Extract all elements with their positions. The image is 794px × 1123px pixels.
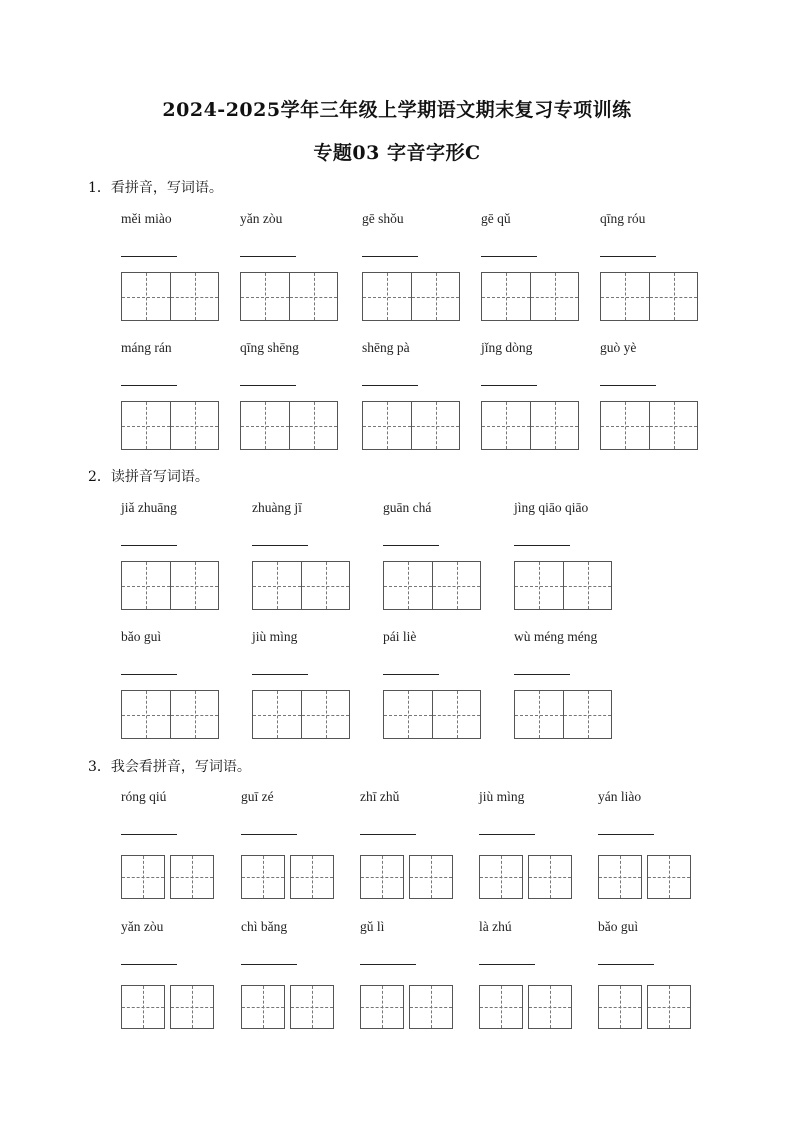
pinyin-label: zhuàng jī — [252, 500, 302, 515]
tianzige-grid — [121, 401, 219, 450]
guide-line-vertical — [436, 402, 437, 449]
guide-line-vertical — [143, 856, 144, 898]
answer-line[interactable] — [362, 385, 418, 386]
tianzige-cell[interactable] — [170, 691, 218, 738]
tianzige-cell[interactable] — [479, 985, 523, 1029]
answer-line[interactable] — [383, 674, 439, 675]
answer-line[interactable] — [600, 256, 656, 257]
tianzige-grid — [479, 985, 572, 1029]
tianzige-cell[interactable] — [122, 562, 170, 609]
guide-line-vertical — [312, 856, 313, 898]
answer-line[interactable] — [121, 674, 177, 675]
tianzige-cell[interactable] — [411, 402, 459, 449]
guide-line-vertical — [588, 562, 589, 609]
answer-line[interactable] — [121, 545, 177, 546]
pinyin-label: zhī zhǔ — [360, 789, 400, 804]
guide-line-vertical — [550, 856, 551, 898]
guide-line-vertical — [674, 402, 675, 449]
tianzige-grid — [121, 855, 214, 899]
guide-line-vertical — [625, 402, 626, 449]
guide-line-vertical — [195, 691, 196, 738]
tianzige-grid — [241, 985, 334, 1029]
guide-line-vertical — [146, 562, 147, 609]
tianzige-grid — [598, 985, 691, 1029]
guide-line-vertical — [263, 856, 264, 898]
tianzige-cell[interactable] — [647, 855, 691, 899]
pinyin-label: chì bǎng — [241, 919, 288, 934]
guide-line-vertical — [501, 986, 502, 1028]
tianzige-grid — [252, 561, 350, 610]
guide-line-vertical — [326, 691, 327, 738]
guide-line-vertical — [263, 986, 264, 1028]
tianzige-grid — [481, 401, 579, 450]
pinyin-label: yǎn zòu — [121, 919, 164, 934]
tianzige-cell[interactable] — [289, 273, 337, 320]
answer-line[interactable] — [383, 545, 439, 546]
tianzige-cell[interactable] — [649, 402, 697, 449]
guide-line-vertical — [674, 273, 675, 320]
answer-line[interactable] — [481, 385, 537, 386]
answer-line[interactable] — [121, 385, 177, 386]
tianzige-cell[interactable] — [482, 402, 530, 449]
tianzige-cell[interactable] — [363, 273, 411, 320]
guide-line-vertical — [382, 986, 383, 1028]
tianzige-grid — [121, 561, 219, 610]
tianzige-grid — [514, 561, 612, 610]
tianzige-cell[interactable] — [528, 855, 572, 899]
tianzige-cell[interactable] — [170, 562, 218, 609]
tianzige-grid — [383, 561, 481, 610]
guide-line-vertical — [277, 562, 278, 609]
pinyin-label: là zhú — [479, 919, 512, 934]
pinyin-label: yǎn zòu — [240, 211, 283, 226]
guide-line-vertical — [195, 402, 196, 449]
pinyin-label: gǔ lì — [360, 919, 385, 934]
guide-line-vertical — [408, 691, 409, 738]
guide-line-vertical — [146, 691, 147, 738]
guide-line-vertical — [382, 856, 383, 898]
guide-line-vertical — [277, 691, 278, 738]
guide-line-vertical — [192, 986, 193, 1028]
pinyin-label: jǐng dòng — [481, 340, 533, 355]
tianzige-cell[interactable] — [122, 691, 170, 738]
answer-line[interactable] — [121, 256, 177, 257]
tianzige-grid — [600, 401, 698, 450]
pinyin-label: gē qǔ — [481, 211, 511, 226]
tianzige-cell[interactable] — [170, 402, 218, 449]
guide-line-vertical — [457, 691, 458, 738]
pinyin-label: qīng shēng — [240, 340, 299, 355]
guide-line-vertical — [265, 402, 266, 449]
guide-line-vertical — [588, 691, 589, 738]
tianzige-grid — [598, 855, 691, 899]
guide-line-vertical — [620, 856, 621, 898]
pinyin-label: guī zé — [241, 789, 274, 804]
answer-line[interactable] — [598, 834, 654, 835]
tianzige-grid — [240, 272, 338, 321]
guide-line-vertical — [539, 691, 540, 738]
tianzige-cell[interactable] — [360, 855, 404, 899]
guide-line-vertical — [408, 562, 409, 609]
tianzige-cell[interactable] — [384, 562, 432, 609]
tianzige-grid — [481, 272, 579, 321]
answer-line[interactable] — [514, 545, 570, 546]
answer-line[interactable] — [600, 385, 656, 386]
pinyin-label: shēng pà — [362, 340, 410, 355]
tianzige-grid — [479, 855, 572, 899]
guide-line-vertical — [146, 402, 147, 449]
answer-line[interactable] — [360, 834, 416, 835]
answer-line[interactable] — [479, 834, 535, 835]
tianzige-cell[interactable] — [647, 985, 691, 1029]
question-heading: 3．我会看拼音，写词语。 — [88, 759, 251, 775]
tianzige-cell[interactable] — [411, 273, 459, 320]
question-heading: 2．读拼音写词语。 — [88, 469, 209, 485]
tianzige-cell[interactable] — [253, 562, 301, 609]
tianzige-cell[interactable] — [649, 273, 697, 320]
answer-line[interactable] — [240, 385, 296, 386]
guide-line-vertical — [669, 986, 670, 1028]
tianzige-cell[interactable] — [121, 855, 165, 899]
guide-line-vertical — [387, 402, 388, 449]
guide-line-vertical — [192, 856, 193, 898]
tianzige-cell[interactable] — [241, 855, 285, 899]
guide-line-vertical — [314, 273, 315, 320]
tianzige-grid — [121, 690, 219, 739]
guide-line-vertical — [555, 402, 556, 449]
pinyin-label: yán liào — [598, 789, 642, 804]
guide-line-vertical — [620, 986, 621, 1028]
tianzige-cell[interactable] — [170, 855, 214, 899]
pinyin-label: jiǎ zhuāng — [121, 500, 177, 515]
tianzige-cell[interactable] — [170, 985, 214, 1029]
answer-line[interactable] — [241, 964, 297, 965]
answer-line[interactable] — [360, 964, 416, 965]
guide-line-vertical — [436, 273, 437, 320]
pinyin-label: měi miào — [121, 211, 172, 226]
page-title: 2024-2025学年三年级上学期语文期末复习专项训练 — [162, 99, 632, 121]
guide-line-vertical — [195, 273, 196, 320]
pinyin-label: wù méng méng — [514, 629, 598, 644]
answer-line[interactable] — [121, 834, 177, 835]
tianzige-cell[interactable] — [241, 273, 289, 320]
tianzige-cell[interactable] — [601, 402, 649, 449]
tianzige-cell[interactable] — [598, 985, 642, 1029]
guide-line-vertical — [539, 562, 540, 609]
guide-line-vertical — [506, 402, 507, 449]
guide-line-vertical — [431, 986, 432, 1028]
pinyin-label: bǎo guì — [121, 629, 162, 644]
tianzige-grid — [600, 272, 698, 321]
pinyin-label: jìng qiāo qiāo — [514, 500, 589, 515]
guide-line-vertical — [669, 856, 670, 898]
tianzige-grid — [362, 401, 460, 450]
pinyin-label: róng qiú — [121, 789, 167, 804]
guide-line-vertical — [195, 562, 196, 609]
guide-line-vertical — [387, 273, 388, 320]
answer-line[interactable] — [362, 256, 418, 257]
tianzige-cell[interactable] — [121, 985, 165, 1029]
tianzige-cell[interactable] — [601, 273, 649, 320]
tianzige-cell[interactable] — [122, 273, 170, 320]
tianzige-cell[interactable] — [360, 985, 404, 1029]
guide-line-vertical — [146, 273, 147, 320]
answer-line[interactable] — [240, 256, 296, 257]
tianzige-grid — [240, 401, 338, 450]
guide-line-vertical — [501, 856, 502, 898]
tianzige-grid — [360, 855, 453, 899]
tianzige-grid — [121, 985, 214, 1029]
tianzige-cell[interactable] — [563, 691, 611, 738]
guide-line-vertical — [457, 562, 458, 609]
answer-line[interactable] — [479, 964, 535, 965]
answer-line[interactable] — [481, 256, 537, 257]
tianzige-grid — [360, 985, 453, 1029]
tianzige-cell[interactable] — [563, 562, 611, 609]
answer-line[interactable] — [514, 674, 570, 675]
tianzige-cell[interactable] — [290, 985, 334, 1029]
tianzige-cell[interactable] — [409, 855, 453, 899]
guide-line-vertical — [550, 986, 551, 1028]
tianzige-cell[interactable] — [432, 691, 480, 738]
guide-line-vertical — [431, 856, 432, 898]
guide-line-vertical — [555, 273, 556, 320]
tianzige-grid — [241, 855, 334, 899]
tianzige-cell[interactable] — [530, 402, 578, 449]
guide-line-vertical — [143, 986, 144, 1028]
tianzige-cell[interactable] — [241, 402, 289, 449]
tianzige-cell[interactable] — [241, 985, 285, 1029]
pinyin-label: máng rán — [121, 340, 172, 355]
tianzige-cell[interactable] — [170, 273, 218, 320]
page-subtitle: 专题03 字音字形C — [313, 142, 481, 164]
tianzige-cell[interactable] — [515, 691, 563, 738]
tianzige-cell[interactable] — [515, 562, 563, 609]
tianzige-cell[interactable] — [384, 691, 432, 738]
pinyin-label: guān chá — [383, 500, 432, 515]
guide-line-vertical — [312, 986, 313, 1028]
pinyin-label: qīng róu — [600, 211, 646, 226]
answer-line[interactable] — [252, 545, 308, 546]
tianzige-cell[interactable] — [122, 402, 170, 449]
tianzige-grid — [383, 690, 481, 739]
answer-line[interactable] — [241, 834, 297, 835]
guide-line-vertical — [326, 562, 327, 609]
tianzige-cell[interactable] — [528, 985, 572, 1029]
guide-line-vertical — [625, 273, 626, 320]
tianzige-grid — [252, 690, 350, 739]
tianzige-cell[interactable] — [598, 855, 642, 899]
pinyin-label: guò yè — [600, 340, 637, 355]
tianzige-cell[interactable] — [290, 855, 334, 899]
answer-line[interactable] — [598, 964, 654, 965]
tianzige-grid — [362, 272, 460, 321]
guide-line-vertical — [506, 273, 507, 320]
tianzige-cell[interactable] — [301, 562, 349, 609]
guide-line-vertical — [314, 402, 315, 449]
tianzige-cell[interactable] — [479, 855, 523, 899]
pinyin-label: gē shǒu — [362, 211, 404, 226]
question-heading: 1．看拼音，写词语。 — [88, 180, 223, 196]
tianzige-cell[interactable] — [409, 985, 453, 1029]
answer-line[interactable] — [121, 964, 177, 965]
tianzige-grid — [514, 690, 612, 739]
tianzige-cell[interactable] — [530, 273, 578, 320]
tianzige-cell[interactable] — [289, 402, 337, 449]
tianzige-cell[interactable] — [363, 402, 411, 449]
tianzige-cell[interactable] — [253, 691, 301, 738]
tianzige-cell[interactable] — [482, 273, 530, 320]
tianzige-cell[interactable] — [432, 562, 480, 609]
pinyin-label: pái liè — [383, 629, 417, 644]
guide-line-vertical — [265, 273, 266, 320]
tianzige-grid — [121, 272, 219, 321]
tianzige-cell[interactable] — [301, 691, 349, 738]
pinyin-label: jiù mìng — [479, 789, 525, 804]
answer-line[interactable] — [252, 674, 308, 675]
pinyin-label: bǎo guì — [598, 919, 639, 934]
pinyin-label: jiù mìng — [252, 629, 298, 644]
